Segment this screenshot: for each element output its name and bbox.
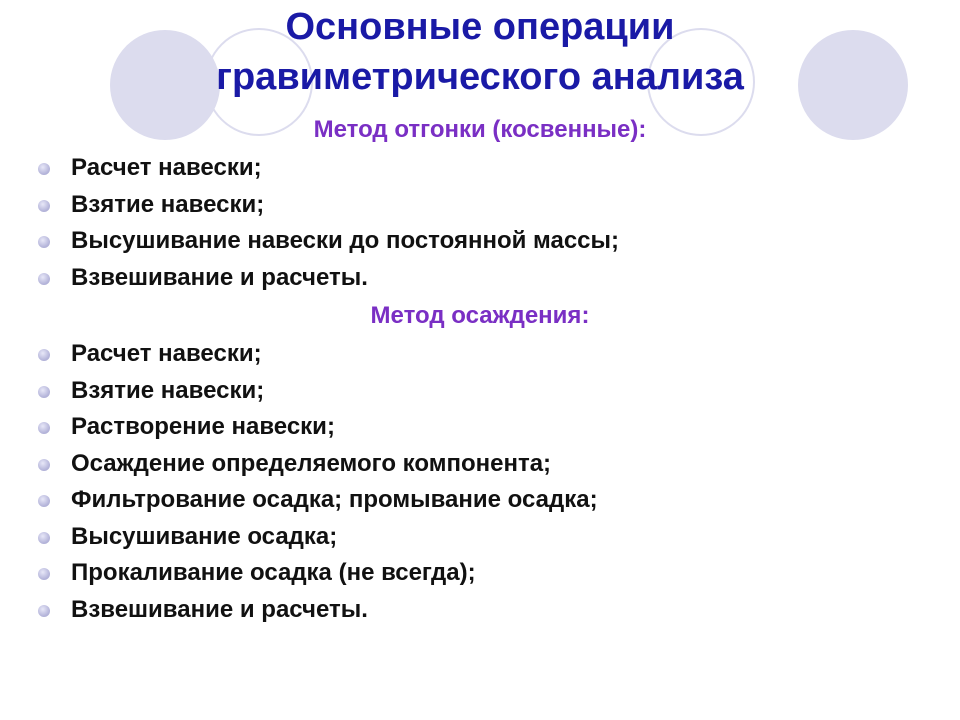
list-item	[36, 519, 598, 556]
list-item-text: Растворение навески;	[71, 413, 335, 440]
heading-precipitation-method: Метод осаждения:	[370, 302, 590, 329]
list-item	[36, 409, 598, 446]
list-item	[36, 150, 619, 187]
list-item-text: Взвешивание и расчеты.	[71, 595, 368, 623]
bullet-icon	[38, 422, 50, 434]
list-item	[36, 223, 619, 260]
title-line-1: Основные операции	[285, 6, 675, 48]
list-item	[36, 592, 598, 629]
bullet-icon	[38, 349, 50, 361]
slide-title	[0, 2, 960, 102]
list-item-text: Фильтрование осадка; промывание осадка;	[71, 486, 598, 513]
list-item-text: Взятие навески;	[71, 376, 265, 404]
list-item	[36, 336, 598, 373]
bullet-icon	[38, 459, 50, 471]
list-item-text: Расчет навески;	[71, 340, 262, 367]
list-precipitation-method	[36, 336, 598, 628]
bullet-icon	[38, 495, 50, 507]
list-item	[36, 260, 619, 297]
list-item-text: Расчет навески;	[71, 154, 262, 181]
bullet-icon	[38, 532, 50, 544]
list-item	[36, 555, 598, 592]
list-item	[36, 187, 619, 224]
bullet-icon	[38, 200, 50, 212]
list-item-text: Прокаливание осадка (не всегда);	[71, 559, 476, 586]
list-item-text: Взятие навески;	[71, 190, 265, 218]
list-item-text: Высушивание навески до постоянной массы;	[71, 227, 620, 254]
list-item-text: Взвешивание и расчеты.	[71, 263, 368, 291]
bullet-icon	[38, 163, 50, 175]
heading-indirect-method: Метод отгонки (косвенные):	[313, 116, 647, 143]
bullet-icon	[38, 605, 50, 617]
list-item-text: Высушивание осадка;	[71, 522, 338, 550]
title-line-2: гравиметрического анализа	[216, 56, 744, 98]
list-indirect-method	[36, 150, 619, 296]
list-item	[36, 446, 598, 483]
bullet-icon	[38, 273, 50, 285]
bullet-icon	[38, 568, 50, 580]
list-item-text: Осаждение определяемого компонента;	[71, 449, 552, 477]
bullet-icon	[38, 386, 50, 398]
list-item	[36, 373, 598, 410]
bullet-icon	[38, 236, 50, 248]
list-item	[36, 482, 598, 519]
